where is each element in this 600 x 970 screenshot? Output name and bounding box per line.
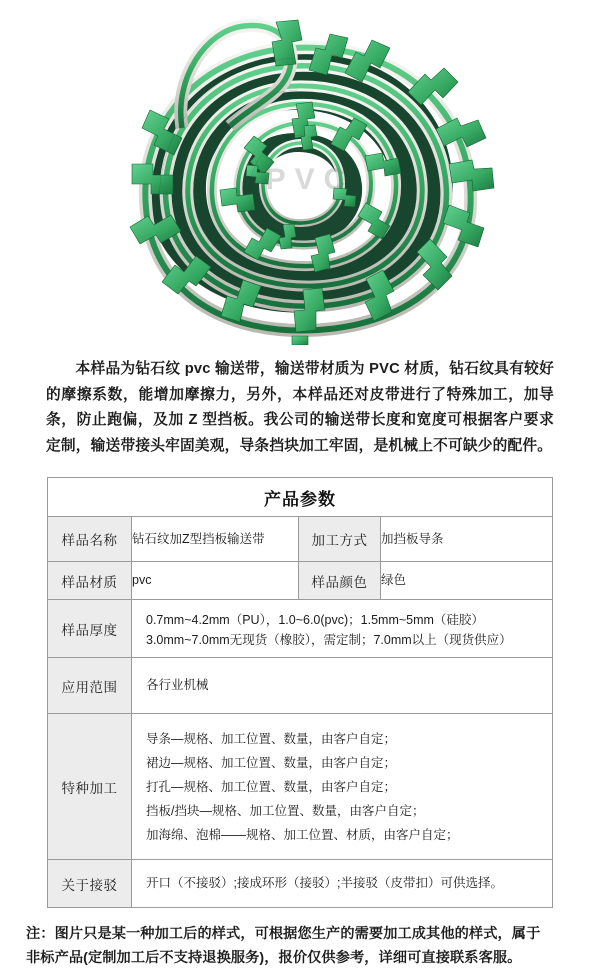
watermark-text: PVC bbox=[265, 163, 355, 196]
table-row-special-processing bbox=[48, 714, 553, 860]
label-sample-material: 样品材质 bbox=[48, 562, 132, 600]
spec-table-title: 产品参数 bbox=[48, 478, 553, 517]
value-sample-name: 钻石纹加Z型挡板输送带 bbox=[132, 517, 299, 562]
product-description bbox=[0, 345, 600, 459]
value-processing-method: 加挡板导条 bbox=[381, 517, 553, 562]
special-processing-line-5: 加海绵、泡棉——规格、加工位置、材质，由客户自定； bbox=[146, 827, 459, 842]
product-description-text: 本样品为钻石纹 pvc 输送带，输送带材质为 PVC 材质，钻石纹具有较好的摩擦系数，能增加摩擦力，另外，本样品还对皮带进行了特殊加工，加导条，防止跑偏，及加 Z 型挡板。我公司的输送带长度和宽度可根据客户要求定制，输送带接头牢固美观，导条挡块加工牢固，是机械上不可缺少的配件。 bbox=[46, 361, 554, 454]
value-application-range: 各行业机械 bbox=[132, 658, 553, 714]
footer-note: 注：图片只是某一种加工后的样式，可根据您生产的需要加工成其他的样式，属于非标产品(定制加工后不支持退换服务)，报价仅供参考，详细可直接联系客服。 bbox=[26, 926, 541, 966]
label-sample-name: 样品名称 bbox=[48, 517, 132, 562]
label-joint-type: 关于接驳 bbox=[48, 860, 132, 908]
table-row-application-range bbox=[48, 658, 553, 714]
value-special-processing bbox=[132, 714, 553, 860]
value-joint-type: 开口（不接驳）;接成环形（接驳）;半接驳（皮带扣）可供选择。 bbox=[132, 860, 553, 908]
value-sample-material: pvc bbox=[132, 562, 299, 600]
table-row-joint-type bbox=[48, 860, 553, 908]
product-photo bbox=[0, 0, 600, 345]
product-parameters-table bbox=[47, 477, 553, 908]
thickness-line-1: 0.7mm~4.2mm（PU），1.0~6.0(pvc)；1.5mm~5mm（硅胶） bbox=[146, 612, 484, 627]
special-processing-line-4: 挡板/挡块—规格、加工位置、数量，由客户自定； bbox=[146, 803, 425, 818]
spec-table-wrapper bbox=[0, 459, 600, 908]
label-processing-method: 加工方式 bbox=[299, 517, 381, 562]
label-application-range: 应用范围 bbox=[48, 658, 132, 714]
special-processing-line-3: 打孔—规格、加工位置、数量，由客户自定； bbox=[146, 779, 397, 794]
label-sample-color: 样品颜色 bbox=[299, 562, 381, 600]
label-sample-thickness: 样品厚度 bbox=[48, 600, 132, 658]
special-processing-line-2: 裙边—规格、加工位置、数量，由客户自定； bbox=[146, 755, 397, 770]
thickness-line-2: 3.0mm~7.0mm无现货（橡胶），需定制；7.0mm以上（现货供应） bbox=[146, 632, 512, 647]
product-photo-image bbox=[0, 0, 600, 345]
value-sample-color: 绿色 bbox=[381, 562, 553, 600]
special-processing-line-1: 导条—规格、加工位置、数量，由客户自定； bbox=[146, 731, 397, 746]
table-row-sample-thickness bbox=[48, 600, 553, 658]
table-row-title bbox=[48, 478, 553, 517]
label-special-processing: 特种加工 bbox=[48, 714, 132, 860]
value-sample-thickness bbox=[132, 600, 553, 658]
table-row-sample-name bbox=[48, 517, 553, 562]
table-row-sample-material bbox=[48, 562, 553, 600]
